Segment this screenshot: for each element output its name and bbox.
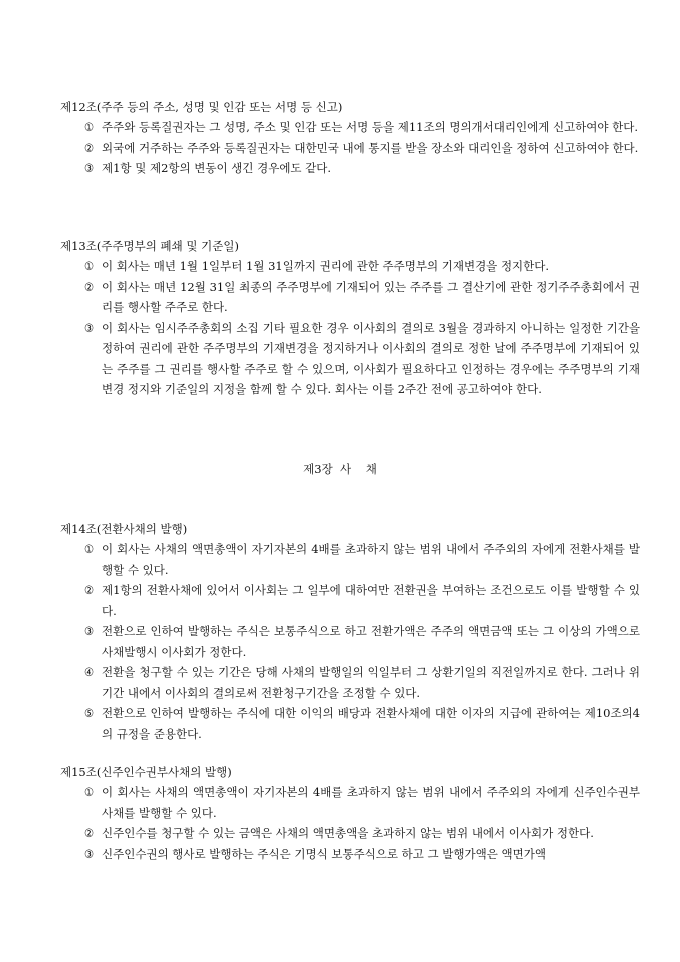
clause-number: ② xyxy=(83,583,95,597)
clause-number: ③ xyxy=(83,624,95,638)
clause-text: 이 회사는 사채의 액면총액이 자기자본의 4배를 초과하지 않는 범위 내에서 주주외의 자에게 신주인수권부사채를 발행할 수 있다. xyxy=(102,785,640,820)
clause xyxy=(60,580,640,621)
clause-number: ② xyxy=(83,140,95,155)
clause xyxy=(60,318,640,400)
clause-number: ④ xyxy=(83,665,95,679)
clause-number: ① xyxy=(83,785,95,799)
article-14 xyxy=(60,519,640,744)
clause-text: 이 회사는 매년 12월 31일 최종의 주주명부에 기재되어 있는 주주를 그 결산기에 관한 정기주주총회에서 권리를 행사할 주주로 한다. xyxy=(102,279,640,314)
clause-text: 전환으로 인하여 발행하는 주식에 대한 이익의 배당과 전환사채에 대한 이자의 지급에 관하여는 제10조의4의 규정을 준용한다. xyxy=(102,706,640,741)
clause-text: 전환을 청구할 수 있는 기간은 당해 사채의 발행일의 익일부터 그 상환기일의 직전일까지로 한다. 그러나 위 기간 내에서 이사회의 결의로써 전환청구기간을 조정할 수 있다. xyxy=(102,665,640,700)
article-title: 제15조(신주인수권부사채의 발행) xyxy=(60,765,232,779)
clause-text: 제1항의 전환사채에 있어서 이사회는 그 일부에 대하여만 전환권을 부여하는 조건으로도 이를 발행할 수 있다. xyxy=(102,583,640,618)
clause xyxy=(60,703,640,744)
clause xyxy=(60,782,640,823)
clause-text: 신주인수권의 행사로 발행하는 주식은 기명식 보통주식으로 하고 그 발행가액은 액면가액 xyxy=(102,846,546,861)
clause-number: ③ xyxy=(83,846,95,861)
article-13 xyxy=(60,236,640,400)
clause-text: 이 회사는 임시주주총회의 소집 기타 필요한 경우 이사회의 결의로 3월을 경과하지 아니하는 일정한 기간을 정하여 권리에 관한 주주명부의 기재변경을 정지하거나 이사회의 결의로 정한 날에 주주명부에 기재되어 있는 주주를 그 권리를 행사할 주주로 할 수 있으며, 이사회가 필요하다고 인정하는 경우에는 주주명부의 기재변경 정지와 기준일의 지정을 함께 할 수 있다. 회사는 이를 2주간 전에 공고하여야 한다. xyxy=(102,320,640,396)
clause-number: ② xyxy=(83,279,95,294)
clause-number: ① xyxy=(83,259,95,273)
clause-text: 주주와 등록질권자는 그 성명, 주소 및 인감 또는 서명 등을 제11조의 명의개서대리인에게 신고하여야 한다. xyxy=(102,120,639,134)
article-title: 제13조(주주명부의 폐쇄 및 기준일) xyxy=(60,239,239,253)
clause-number: ① xyxy=(83,542,95,556)
clause-text: 신주인수를 청구할 수 있는 금액은 사채의 액면총액을 초과하지 않는 범위 내에서 이사회가 정한다. xyxy=(102,826,594,840)
clause-text: 전환으로 인하여 발행하는 주식은 보통주식으로 하고 전환가액은 주주의 액면금액 또는 그 이상의 가액으로 사채발행시 이사회가 정한다. xyxy=(102,624,640,659)
clause-text: 제1항 및 제2항의 변동이 생긴 경우에도 같다. xyxy=(102,161,332,175)
clause xyxy=(60,138,640,159)
clause xyxy=(60,621,640,662)
article-title: 제12조(주주 등의 주소, 성명 및 인감 또는 서명 등 신고) xyxy=(60,100,343,114)
clause xyxy=(60,844,640,865)
clause-text: 이 회사는 매년 1월 1일부터 1월 31일까지 권리에 관한 주주명부의 기재변경을 정지한다. xyxy=(102,259,550,273)
clause xyxy=(60,662,640,703)
clause xyxy=(60,158,640,179)
article-15 xyxy=(60,762,640,864)
chapter-heading: 제3장 사 채 xyxy=(303,462,377,476)
clause-number: ① xyxy=(83,120,95,134)
clause-number: ② xyxy=(83,826,95,840)
clause xyxy=(60,539,640,580)
article-12 xyxy=(60,97,640,179)
clause-number: ⑤ xyxy=(83,706,95,720)
clause xyxy=(60,823,640,844)
clause xyxy=(60,256,640,277)
clause-text: 이 회사는 사채의 액면총액이 자기자본의 4배를 초과하지 않는 범위 내에서 주주외의 자에게 전환사채를 발행할 수 있다. xyxy=(102,542,640,577)
article-title: 제14조(전환사채의 발행) xyxy=(60,522,188,536)
clause-text: 외국에 거주하는 주주와 등록질권자는 대한민국 내에 통지를 받을 장소와 대리인을 정하여 신고하여야 한다. xyxy=(102,140,639,155)
clause xyxy=(60,277,640,318)
clause xyxy=(60,117,640,138)
clause-number: ③ xyxy=(83,161,95,175)
clause-number: ③ xyxy=(83,320,95,335)
